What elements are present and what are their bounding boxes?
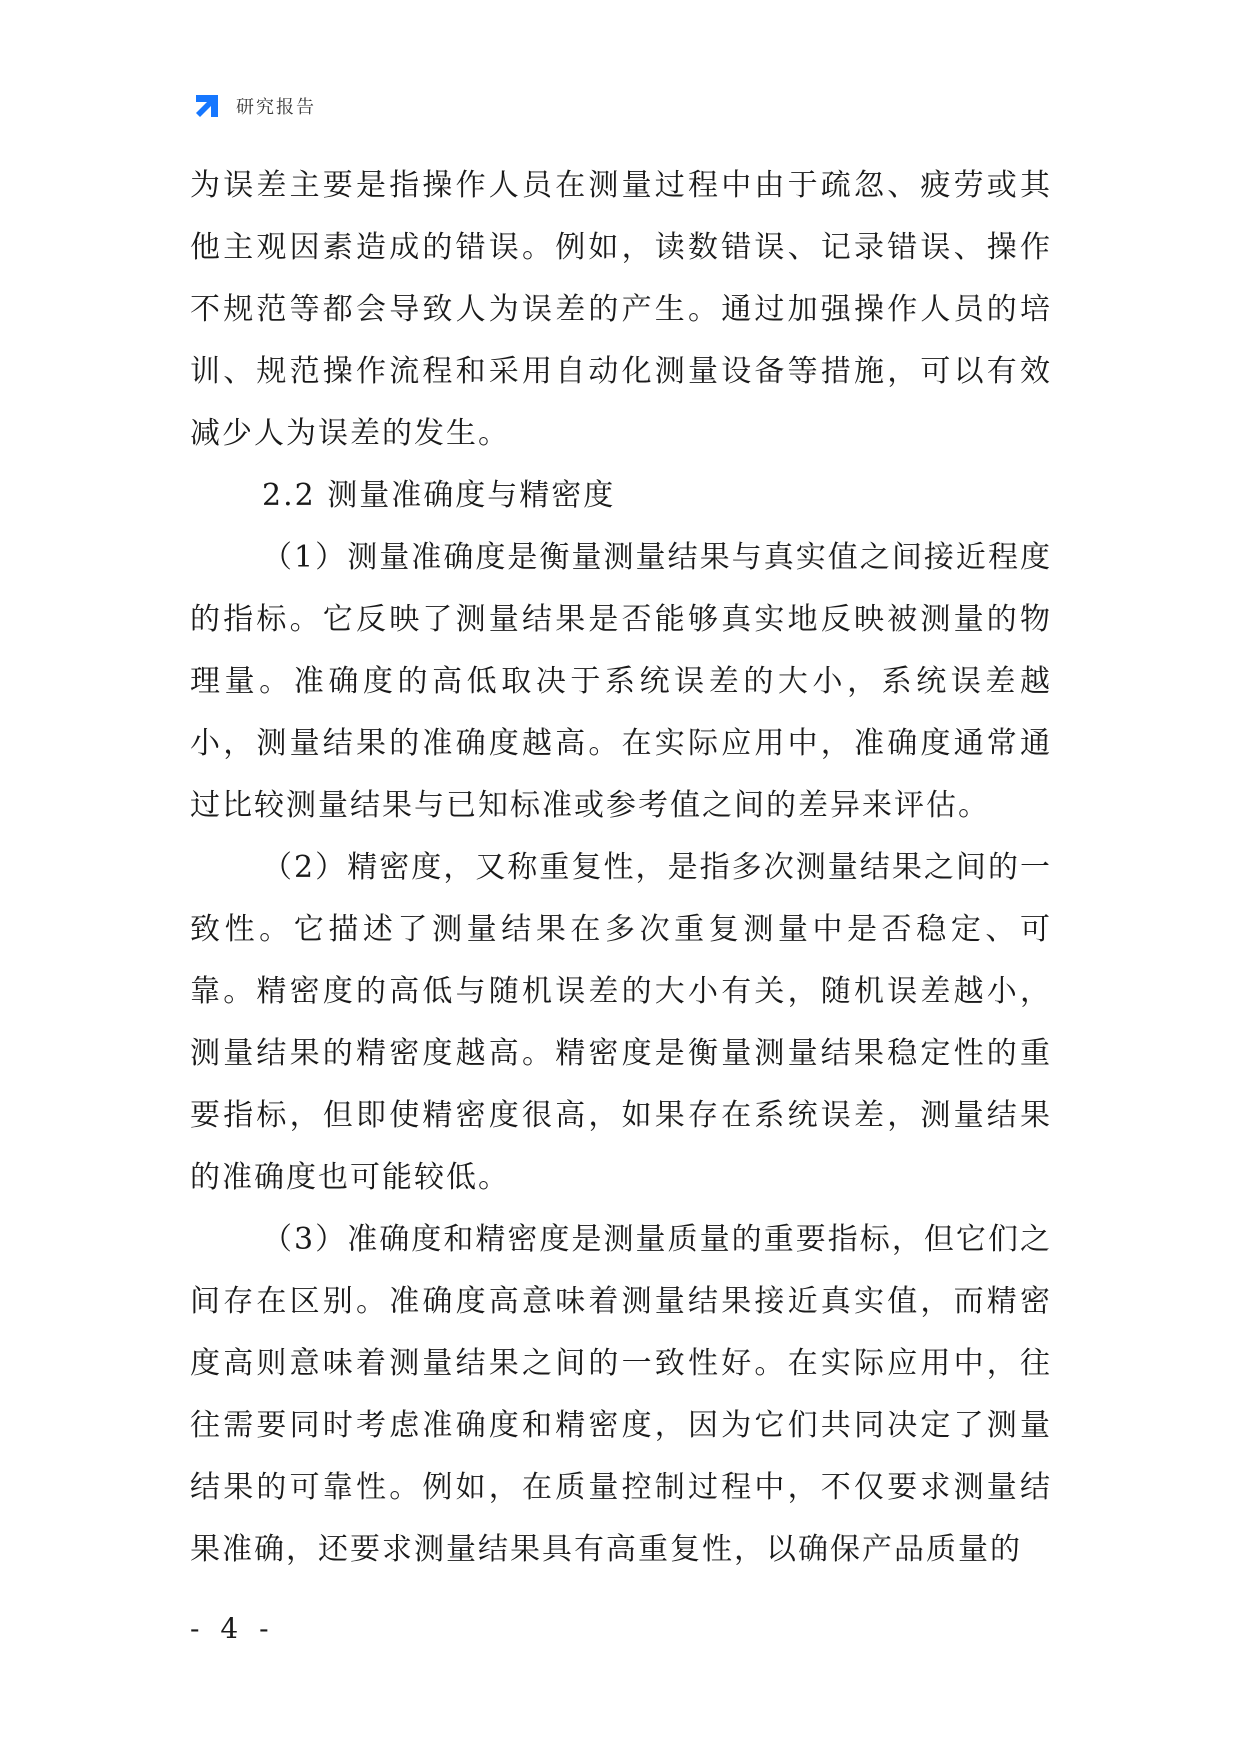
document-body [190, 155, 1052, 1581]
report-header [190, 88, 316, 124]
paragraph-intro: 为误差主要是指操作人员在测量过程中由于疏忽、疲劳或其他主观因素造成的错误。例如，读数错误、记录错误、操作不规范等都会导致人为误差的产生。通过加强操作人员的培训、规范操作流程和采用自动化测量设备等措施，可以有效减少人为误差的发生。 [190, 168, 1052, 451]
section-heading: 2.2 测量准确度与精密度 [262, 478, 616, 513]
logo-arrow-icon [190, 89, 224, 123]
paragraph-comparison: （3）准确度和精密度是测量质量的重要指标，但它们之间存在区别。准确度高意味着测量结果接近真实值，而精密度高则意味着测量结果之间的一致性好。在实际应用中，往往需要同时考虑准确度和精密度，因为它们共同决定了测量结果的可靠性。例如，在质量控制过程中，不仅要求测量结果准确，还要求测量结果具有高重复性，以确保产品质量的 [190, 1222, 1052, 1567]
page-number: - 4 - [190, 1612, 275, 1645]
paragraph-accuracy: （1）测量准确度是衡量测量结果与真实值之间接近程度的指标。它反映了测量结果是否能够真实地反映被测量的物理量。准确度的高低取决于系统误差的大小，系统误差越小，测量结果的准确度越高。在实际应用中，准确度通常通过比较测量结果与已知标准或参考值之间的差异来评估。 [190, 540, 1052, 823]
paragraph-precision: （2）精密度，又称重复性，是指多次测量结果之间的一致性。它描述了测量结果在多次重复测量中是否稳定、可靠。精密度的高低与随机误差的大小有关，随机误差越小，测量结果的精密度越高。精密度是衡量测量结果稳定性的重要指标，但即使精密度很高，如果存在系统误差，测量结果的准确度也可能较低。 [190, 850, 1052, 1195]
header-title: 研究报告 [236, 97, 316, 118]
